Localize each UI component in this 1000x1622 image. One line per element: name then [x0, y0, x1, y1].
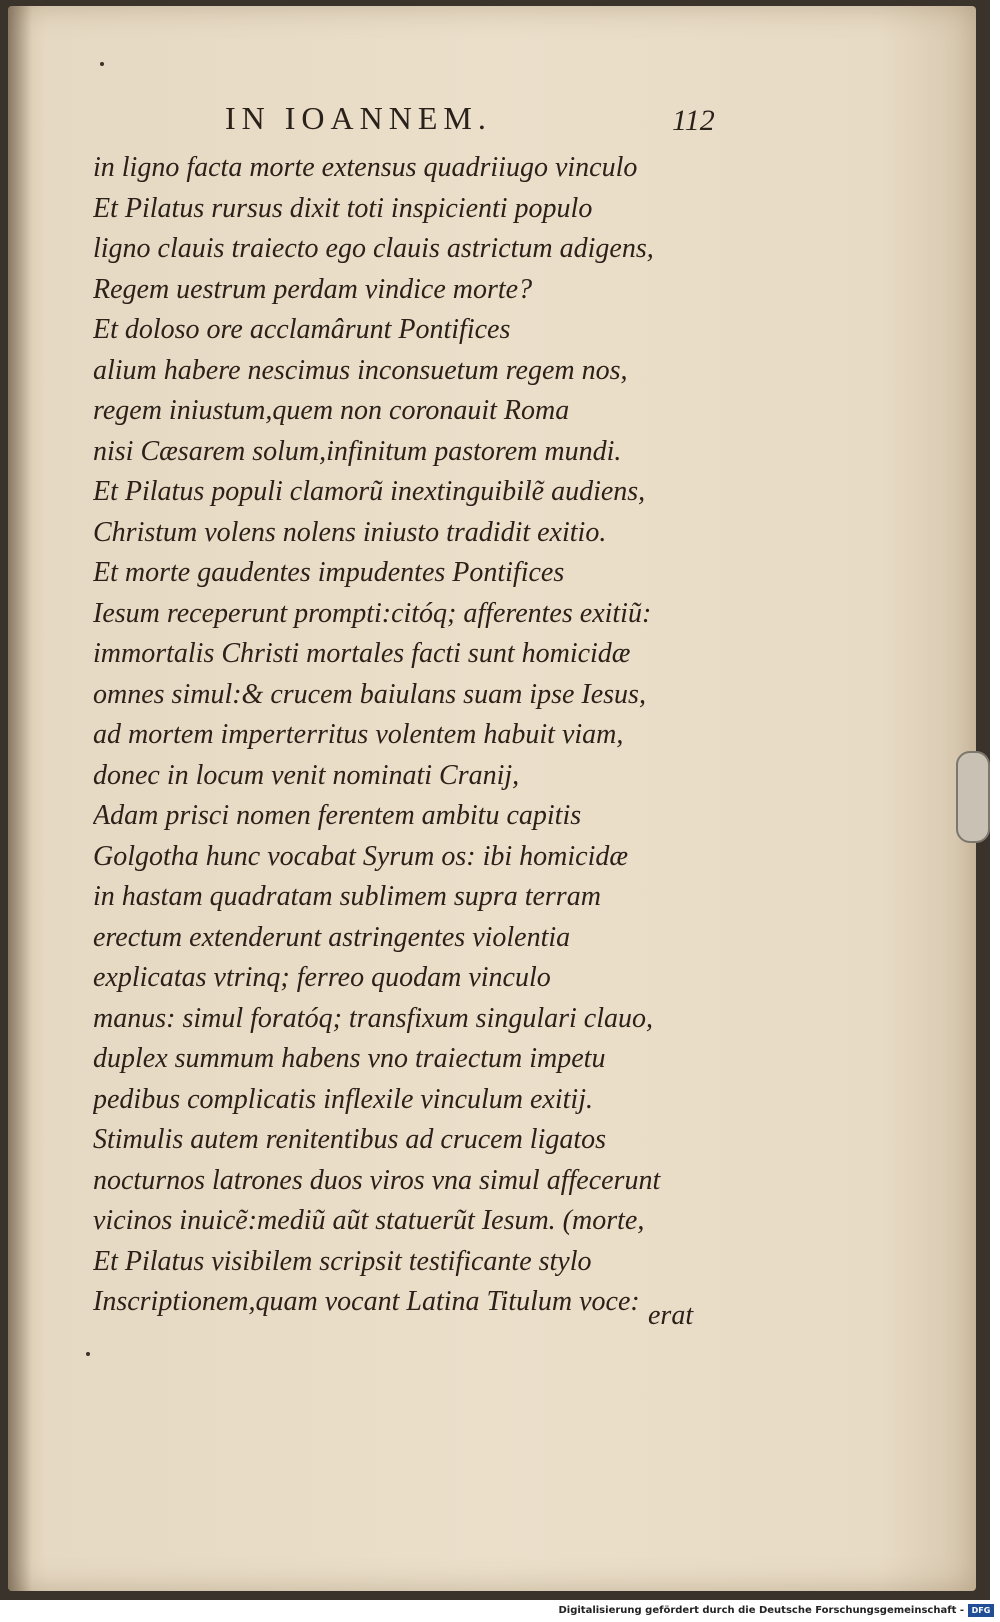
text-line: Et Pilatus visibilem scripsit testificante stylo	[93, 1245, 592, 1277]
text-line: Golgotha hunc vocabat Syrum os: ibi homicidæ	[93, 840, 629, 872]
gutter-shadow	[8, 6, 32, 1591]
dfg-logo: DFG	[968, 1604, 994, 1617]
text-line: Et doloso ore acclamârunt Pontifices	[93, 314, 511, 345]
text-line: explicatas vtrinq; ferreo quodam vinculo	[93, 962, 551, 993]
text-line: Adam prisci nomen ferentem ambitu capitis	[93, 800, 582, 831]
page-clip	[956, 751, 990, 843]
text-line: Et Pilatus rursus dixit toti inspicienti populo	[93, 192, 593, 224]
ink-speck	[100, 62, 104, 66]
text-line: vicinos inuicẽ:mediũ aũt statuerũt Iesum. (morte,	[93, 1205, 645, 1236]
running-head: IN IOANNEM.	[225, 100, 492, 136]
text-line: Stimulis autem renitentibus ad crucem ligatos	[93, 1124, 607, 1155]
text-line: donec in locum venit nominati Cranij,	[93, 759, 520, 791]
folio-number: 112	[672, 104, 715, 137]
text-line: Christum volens nolens iniusto tradidit exitio.	[93, 516, 607, 548]
text-line: in ligno facta morte extensus quadriiugo vinculo	[93, 152, 638, 183]
text-line: in hastam quadratam sublimem supra terram	[93, 881, 601, 912]
text-line: Et Pilatus populi clamorũ inextinguibilẽ audiens,	[93, 476, 646, 507]
text-line: nocturnos latrones duos viros vna simul affecerunt	[93, 1164, 661, 1196]
text-line: omnes simul:& crucem baiulans suam ipse Iesus,	[93, 678, 646, 710]
text-line: manus: simul foratóq; transfixum singulari clauo,	[93, 1002, 654, 1034]
text-line: regem iniustum,quem non coronauit Roma	[93, 395, 570, 426]
text-line: alium habere nescimus inconsuetum regem nos,	[93, 354, 628, 386]
ink-speck	[86, 1352, 90, 1356]
funding-credit: Digitalisierung gefördert durch die Deutsche Forschungsgemeinschaft -	[558, 1605, 964, 1616]
text-line: ad mortem imperterritus volentem habuit viam,	[93, 719, 624, 750]
text-line: erectum extenderunt astringentes violentia	[93, 921, 571, 953]
text-line: immortalis Christi mortales facti sunt homicidæ	[93, 638, 631, 669]
catchword: erat	[648, 1300, 694, 1331]
verse-text-block	[93, 148, 733, 1323]
text-line: nisi Cæsarem solum,infinitum pastorem mundi.	[93, 435, 622, 467]
text-line: Et morte gaudentes impudentes Pontifices	[93, 557, 565, 588]
text-line: ligno clauis traiecto ego clauis astrictum adigens,	[93, 233, 654, 264]
text-line: Regem uestrum perdam vindice morte?	[93, 273, 533, 305]
text-line: duplex summum habens vno traiectum impetu	[93, 1043, 606, 1074]
text-line: Inscriptionem,quam vocant Latina Titulum voce:	[93, 1286, 640, 1317]
text-line: Iesum receperunt prompti:citóq; afferentes exitiũ:	[93, 597, 652, 629]
text-line: pedibus complicatis inflexile vinculum exitij.	[93, 1083, 593, 1115]
